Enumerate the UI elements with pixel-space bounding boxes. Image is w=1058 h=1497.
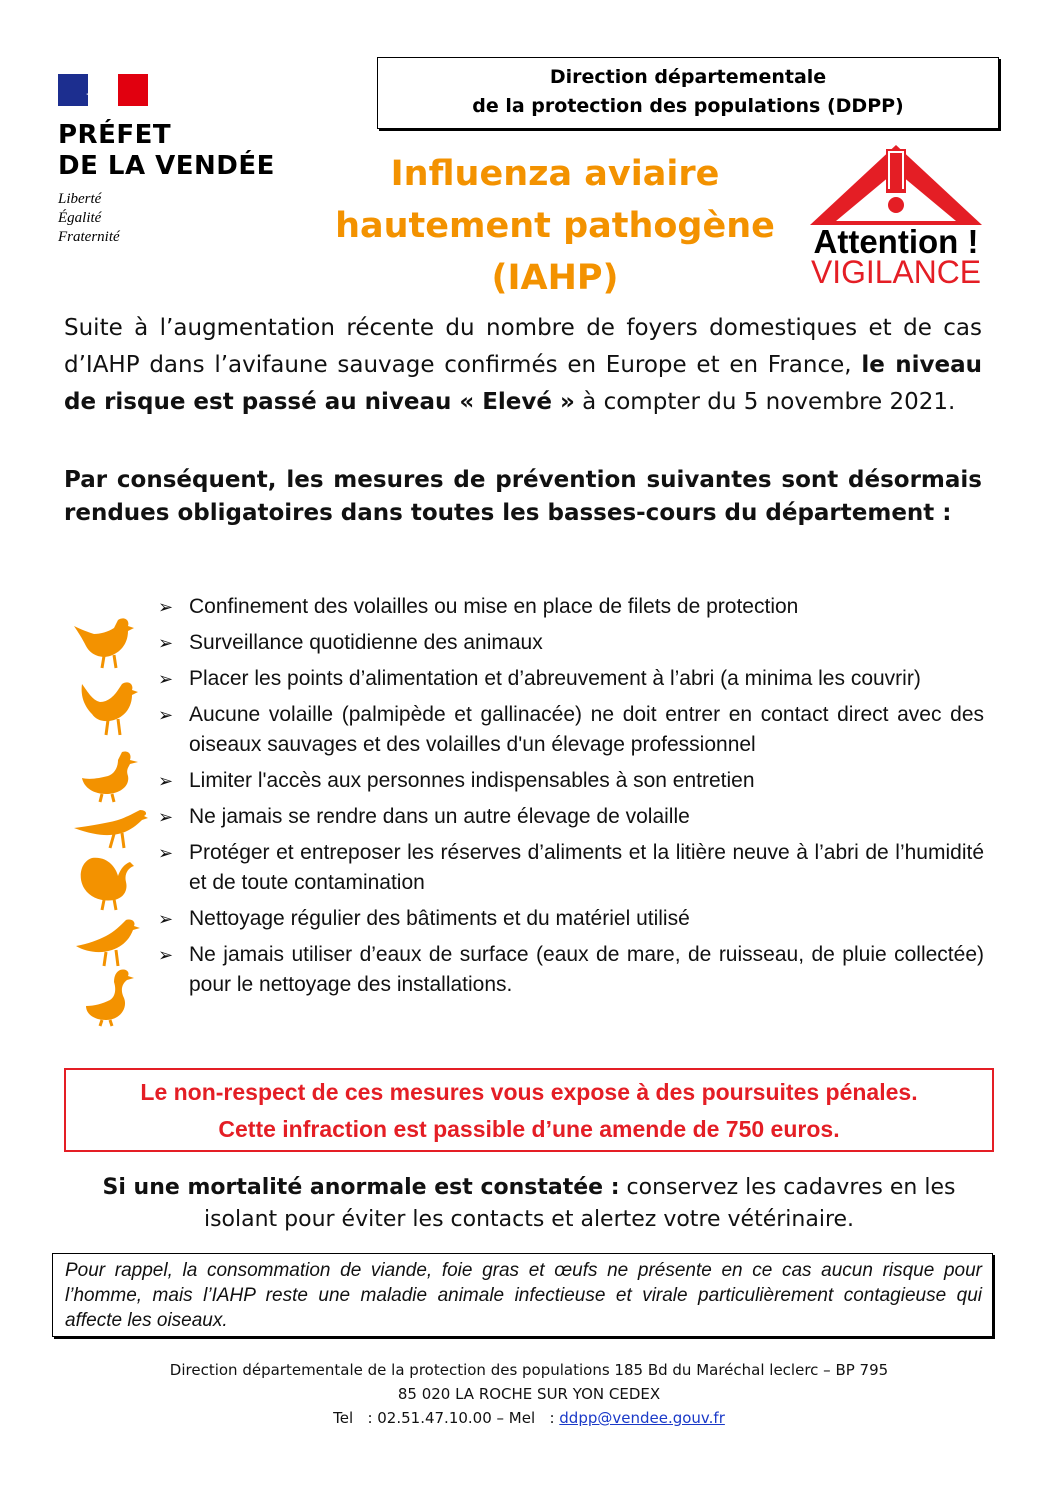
phone-text: Tel : 02.51.47.10.00 – Mel : bbox=[333, 1409, 560, 1427]
footer-address: Direction départementale de la protection des populations 185 Bd du Maréchal leclerc – BP 795 bbox=[169, 1361, 889, 1379]
arrow-bullet-icon: ➢ bbox=[158, 633, 174, 653]
arrow-bullet-icon: ➢ bbox=[158, 945, 174, 965]
penalty-warning-box bbox=[64, 1068, 994, 1152]
footer-contact-line bbox=[64, 1406, 994, 1430]
attention-label: Attention ! bbox=[813, 223, 979, 260]
marianne-flag-icon bbox=[58, 74, 148, 106]
mortality-text: conservez les cadavres en les isolant pour éviter les contacts et alertez votre vétérinaire. bbox=[203, 1175, 956, 1232]
title-line: Influenza aviaire bbox=[390, 154, 720, 194]
measure-text: Nettoyage régulier des bâtiments et du matériel utilisé bbox=[189, 907, 690, 930]
email-link[interactable]: ddpp@vendee.gouv.fr bbox=[559, 1409, 725, 1427]
measure-text: Ne jamais utiliser d’eaux de surface (eaux de mare, de ruisseau, de pluie collectée) pour le nettoyage des installations. bbox=[189, 943, 984, 996]
list-item bbox=[158, 766, 984, 796]
list-item bbox=[158, 940, 984, 1000]
ddpp-line: de la protection des populations (DDPP) bbox=[472, 95, 904, 117]
page-title bbox=[300, 148, 810, 304]
list-item bbox=[158, 838, 984, 898]
title-line: hautement pathogène bbox=[335, 206, 775, 246]
measure-text: Protéger et entreposer les réserves d’aliments et la litière neuve à l’abri de l’humidité et de toute contamination bbox=[189, 841, 984, 894]
rooster-icon bbox=[70, 678, 150, 738]
list-item bbox=[158, 592, 984, 622]
prevention-measures-list bbox=[158, 592, 984, 1006]
measure-text: Limiter l'accès aux personnes indispensables à son entretien bbox=[189, 769, 755, 792]
duck-icon bbox=[70, 746, 150, 806]
guinea-fowl-icon bbox=[70, 914, 150, 974]
intro-text: Suite à l’augmentation récente du nombre de foyers domestiques et de cas d’IAHP dans l’avifaune sauvage confirmés en Europe et en France, bbox=[64, 315, 982, 378]
mortality-heading: Si une mortalité anormale est constatée : bbox=[102, 1175, 620, 1200]
goose-icon bbox=[70, 968, 150, 1028]
measure-text: Confinement des volailles ou mise en place de filets de protection bbox=[189, 595, 799, 618]
arrow-bullet-icon: ➢ bbox=[158, 807, 174, 827]
measure-text: Ne jamais se rendre dans un autre élevage de volaille bbox=[189, 805, 690, 828]
ddpp-header-box bbox=[377, 57, 999, 129]
title-line: (IAHP) bbox=[491, 258, 619, 298]
arrow-bullet-icon: ➢ bbox=[158, 705, 174, 725]
arrow-bullet-icon: ➢ bbox=[158, 597, 174, 617]
arrow-bullet-icon: ➢ bbox=[158, 771, 174, 791]
list-item bbox=[158, 664, 984, 694]
intro-date-text: à compter du 5 novembre 2021. bbox=[574, 389, 956, 415]
ddpp-line: Direction départementale bbox=[549, 66, 827, 88]
hen-icon bbox=[70, 612, 150, 672]
warning-line: Le non-respect de ces mesures vous expose à des poursuites pénales. bbox=[140, 1079, 918, 1105]
vigilance-label: VIGILANCE bbox=[811, 254, 981, 288]
department-title: DE LA VENDÉE bbox=[58, 151, 275, 181]
list-item bbox=[158, 802, 984, 832]
arrow-bullet-icon: ➢ bbox=[158, 669, 174, 689]
attention-warning-icon bbox=[806, 143, 986, 288]
measure-text: Placer les points d’alimentation et d’abreuvement à l’abri (a minima les couvrir) bbox=[189, 667, 921, 690]
reminder-box: Pour rappel, la consommation de viande, foie gras et œufs ne présente en ce cas aucun risque pour l’homme, mais l’IAHP reste une maladie animale infectieuse et virale particulièrement contagieuse qui affecte les oiseaux. bbox=[52, 1253, 993, 1337]
arrow-bullet-icon: ➢ bbox=[158, 843, 174, 863]
arrow-bullet-icon: ➢ bbox=[158, 909, 174, 929]
mortality-instructions bbox=[64, 1172, 994, 1236]
warning-line: Cette infraction est passible d’une amende de 750 euros. bbox=[218, 1116, 840, 1142]
footer-contact bbox=[64, 1358, 994, 1430]
intro-paragraph bbox=[64, 310, 982, 421]
republic-motto bbox=[58, 190, 318, 247]
motto-liberte: Liberté bbox=[58, 191, 102, 207]
list-item bbox=[158, 904, 984, 934]
motto-egalite: Égalité bbox=[58, 210, 102, 226]
measure-text: Aucune volaille (palmipède et gallinacée) ne doit entrer en contact direct avec des oiseaux sauvages et des volailles d'un élevage professionnel bbox=[189, 703, 984, 756]
motto-fraternite: Fraternité bbox=[58, 229, 120, 245]
consequence-paragraph: Par conséquent, les mesures de prévention suivantes sont désormais rendues obligatoires dans toutes les basses-cours du département : bbox=[64, 467, 982, 526]
risk-level-text: le niveau de risque est passé au niveau « Elevé » bbox=[64, 352, 983, 415]
turkey-icon bbox=[70, 852, 150, 912]
footer-city: 85 020 LA ROCHE SUR YON CEDEX bbox=[397, 1385, 661, 1403]
list-item bbox=[158, 628, 984, 658]
measure-text: Surveillance quotidienne des animaux bbox=[189, 631, 543, 654]
list-item bbox=[158, 700, 984, 760]
prefet-title: PRÉFET bbox=[58, 120, 172, 150]
prefecture-logo bbox=[58, 74, 318, 247]
